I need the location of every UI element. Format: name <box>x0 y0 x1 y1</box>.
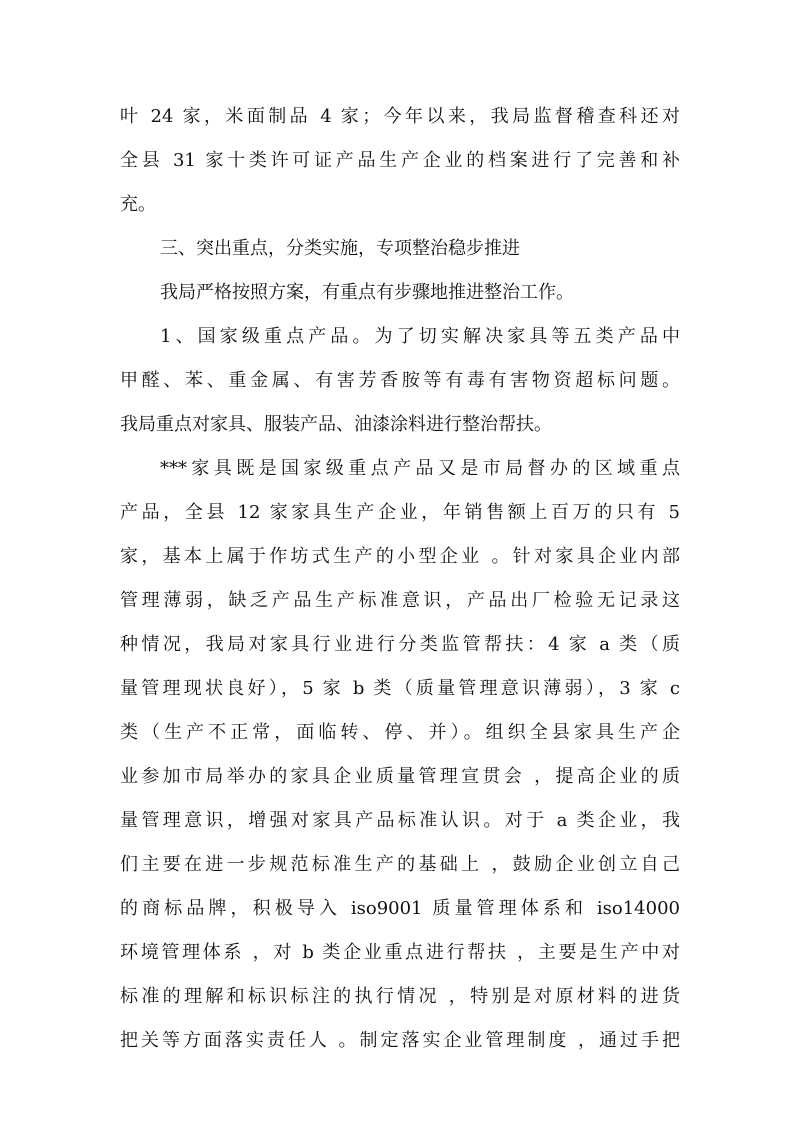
text-line: 种情况，我局对家具行业进行分类监管帮扶：4 家 a 类（质 <box>120 634 680 655</box>
text-line: 业参加市局举办的家具企业质量管理宣贯会 ，提高企业的质 <box>120 766 680 787</box>
text-line: 环境管理体系 ，对 b 类企业重点进行帮扶 ，主要是生产中对 <box>120 942 680 963</box>
text-line: 类（生产不正常，面临转、停、并）。组织全县家具生产企 <box>120 722 680 743</box>
text-line: 标准的理解和标识标注的执行情况 ，特别是对原材料的进货 <box>120 986 680 1007</box>
text-line: 管理薄弱，缺乏产品生产标准意识，产品出厂检验无记录这 <box>120 590 680 611</box>
text-line: 们主要在进一步规范标准生产的基础上 ，鼓励企业创立自己 <box>120 854 680 875</box>
section-heading: 三、突出重点，分类实施，专项整治稳步推进 <box>160 238 520 259</box>
text-line: 充。 <box>120 194 156 215</box>
document-body <box>120 95 680 1063</box>
text-line: 的商标品牌，积极导入 iso9001 质量管理体系和 iso14000 <box>120 898 680 919</box>
text-line: 1、国家级重点产品。为了切实解决家具等五类产品中 <box>160 326 680 347</box>
text-line: 家，基本上属于作坊式生产的小型企业 。针对家具企业内部 <box>120 546 680 567</box>
text-line: 产品，全县 12 家家具生产企业，年销售额上百万的只有 5 <box>120 502 680 523</box>
text-line: ***家具既是国家级重点产品又是市局督办的区域重点 <box>160 458 680 479</box>
text-line: 全县 31 家十类许可证产品生产企业的档案进行了完善和补 <box>120 150 680 171</box>
text-line: 甲醛、苯、重金属、有害芳香胺等有毒有害物资超标问题。 <box>120 370 680 391</box>
text-line: 量管理意识，增强对家具产品标准认识。对于 a 类企业，我 <box>120 810 680 831</box>
text-line: 叶 24 家，米面制品 4 家；今年以来，我局监督稽查科还对 <box>120 106 680 127</box>
text-line: 我局严格按照方案，有重点有步骤地推进整治工作。 <box>160 282 574 303</box>
text-line: 把关等方面落实责任人 。制定落实企业管理制度 ，通过手把 <box>120 1030 680 1051</box>
text-line: 我局重点对家具、服装产品、油漆涂料进行整治帮扶。 <box>120 414 552 435</box>
text-line: 量管理现状良好），5 家 b 类（质量管理意识薄弱），3 家 c <box>120 678 680 699</box>
